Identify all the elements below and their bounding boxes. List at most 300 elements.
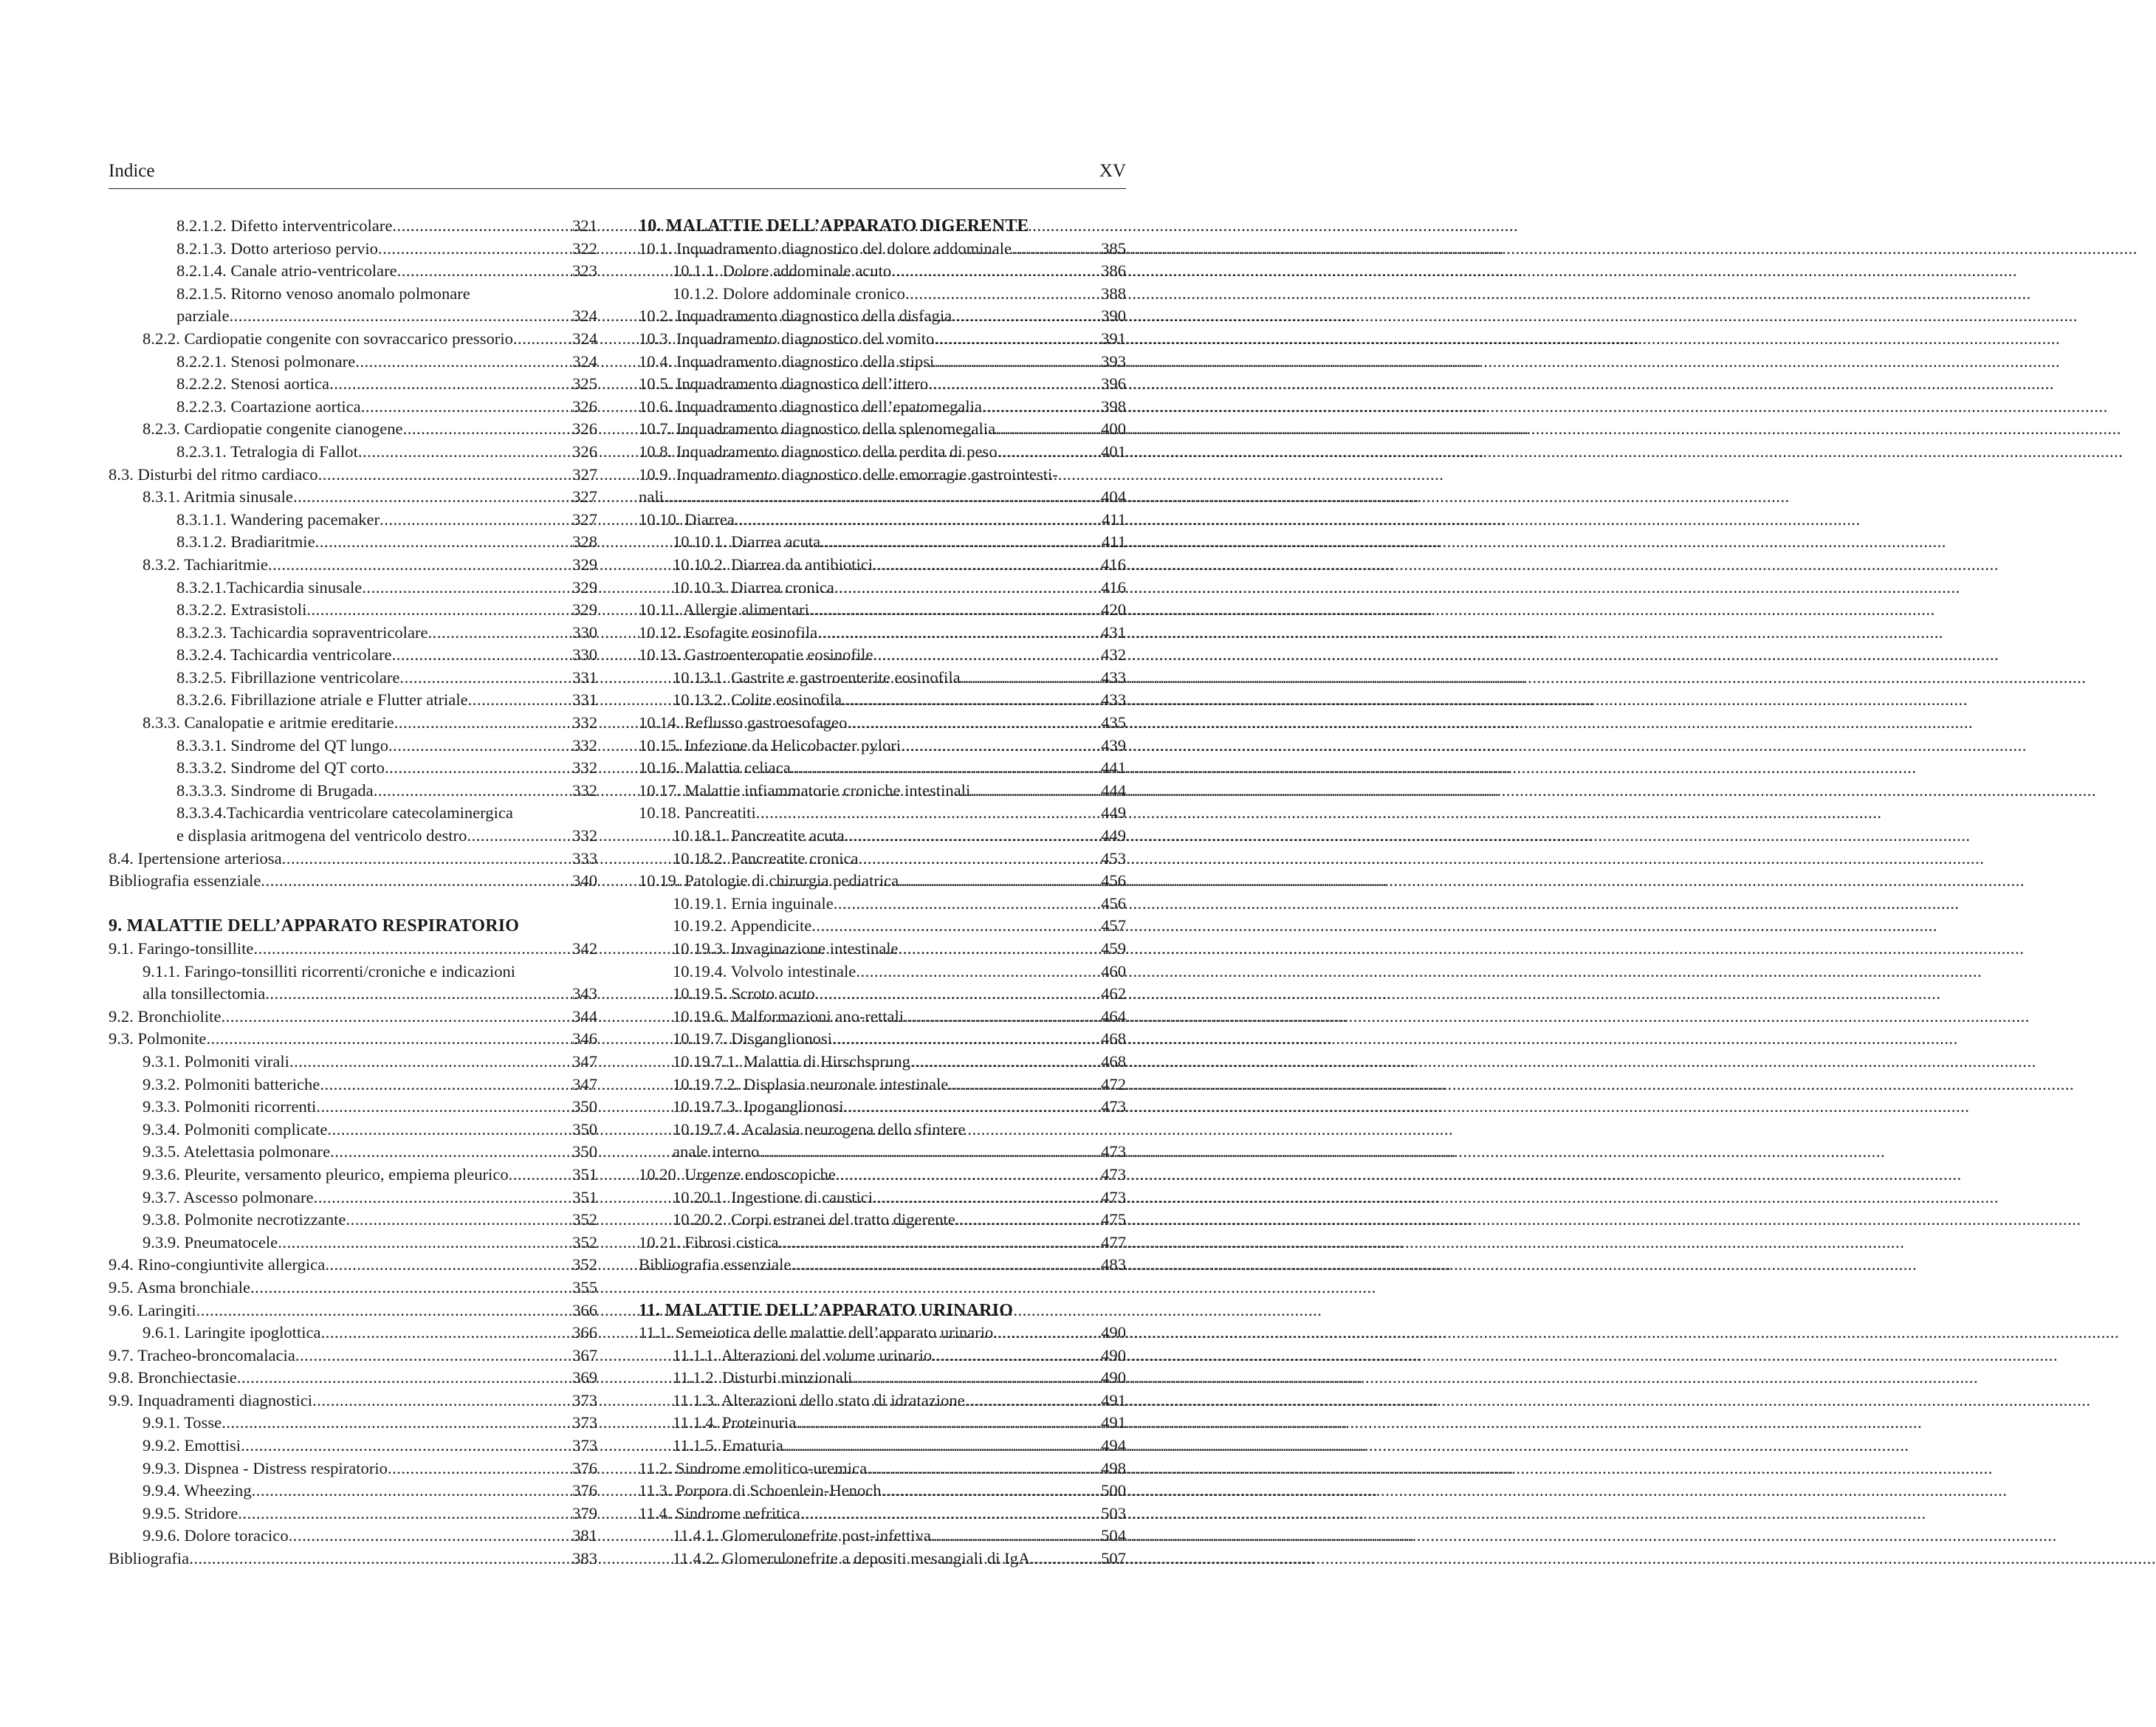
toc-entry-page-number: 456	[1101, 893, 1126, 913]
dot-leader	[282, 848, 572, 871]
toc-entry-page-number: 416	[1101, 555, 1126, 574]
toc-entry-page-number: 490	[1101, 1345, 1126, 1364]
toc-entry-page-number: 327	[572, 509, 597, 529]
toc-entry[interactable]	[639, 1074, 1126, 1096]
toc-entry-title: 8.3.1.2. Bradiaritmie	[176, 532, 315, 552]
toc-entry[interactable]	[639, 1503, 1126, 1525]
toc-entry-title: 9.9.1. Tosse	[143, 1413, 222, 1432]
toc-entry[interactable]	[639, 1028, 1126, 1051]
dot-leader	[306, 599, 572, 622]
toc-entry-page-number: 330	[572, 622, 597, 642]
toc-entry-title: 10.5. Inquadramento diagnostico dell’ittero	[639, 374, 929, 394]
dot-leader	[817, 622, 1101, 645]
toc-entry-page-number: 420	[1101, 600, 1126, 619]
toc-entry-title: 10.1. Inquadramento diagnostico del dolore addominale	[639, 238, 1012, 258]
toc-entry-line	[109, 283, 597, 306]
toc-entry-title: 10.6. Inquadramento diagnostico dell’epatomegalia	[639, 396, 982, 416]
toc-entry-page-number: 373	[572, 1436, 597, 1455]
dot-leader	[293, 486, 572, 509]
toc-entry[interactable]	[109, 712, 597, 735]
toc-entry-title: 8.3.2.4. Tachicardia ventricolare	[176, 645, 392, 665]
dot-leader	[904, 1006, 1101, 1029]
toc-entry[interactable]	[639, 599, 1126, 622]
toc-entry[interactable]	[109, 1322, 597, 1345]
dot-leader	[735, 509, 1102, 532]
toc-entry[interactable]	[109, 1548, 597, 1570]
toc-entry[interactable]	[639, 893, 1126, 916]
toc-entry[interactable]	[639, 1480, 1126, 1503]
toc-entry-page-number: 456	[1101, 871, 1126, 890]
toc-entry[interactable]	[109, 396, 597, 419]
toc-entry[interactable]	[109, 554, 597, 577]
toc-entry-title: 11.1. Semeiotica delle malattie dell’apparato urinario	[639, 1323, 994, 1342]
toc-entry[interactable]	[639, 825, 1126, 848]
toc-entry-title: 9.3.4. Polmoniti complicate	[143, 1119, 328, 1139]
dot-leader	[374, 780, 572, 803]
toc-entry[interactable]	[639, 1209, 1126, 1232]
toc-entry[interactable]	[109, 1209, 597, 1232]
toc-entry-title: 10.19.7.4. Acalasia neurogena dello sfintere	[673, 1119, 966, 1139]
toc-entry[interactable]	[109, 1096, 597, 1119]
toc-entry-page-number: 504	[1101, 1526, 1126, 1545]
toc-entry-title: 9.4. Rino-congiuntivite allergica	[109, 1255, 326, 1274]
toc-entry-page-number: 383	[572, 1549, 597, 1568]
dot-leader	[910, 1051, 1101, 1074]
toc-entry[interactable]	[109, 1435, 597, 1458]
toc-entry[interactable]	[109, 1006, 597, 1029]
dot-leader	[385, 757, 572, 780]
toc-entry[interactable]	[109, 215, 597, 238]
toc-entry-title: 10.19.3. Invaginazione intestinale	[673, 939, 899, 958]
toc-entry-page-number: 381	[572, 1526, 597, 1545]
toc-entry[interactable]	[109, 825, 597, 848]
header-section-title: Indice	[109, 161, 155, 181]
toc-entry[interactable]	[639, 1458, 1126, 1480]
section-spacer	[639, 1277, 1126, 1299]
toc-entry-title: 11.4. Sindrome nefritica	[639, 1503, 800, 1522]
toc-entry[interactable]	[639, 644, 1126, 667]
dot-leader	[856, 961, 1101, 983]
toc-entry-title: 9.1. Faringo-tonsillite	[109, 939, 254, 958]
toc-entry-title: 11.1.1. Alterazioni del volume urinario	[673, 1345, 933, 1364]
toc-entry-page-number: .324	[568, 329, 597, 348]
toc-entry[interactable]	[109, 735, 597, 758]
toc-entry-title: 8.3.3. Canalopatie e aritmie ereditarie	[143, 713, 394, 732]
toc-entry-page-number: 366	[572, 1323, 597, 1342]
toc-entry-page-number: 332	[572, 713, 597, 732]
toc-entry-title: 10.15. Infezione da Helicobacter pylori	[639, 735, 902, 755]
toc-entry-title: 10.8. Inquadramento diagnostico della perdita di peso	[639, 442, 998, 461]
toc-entry-title: 10.1.1. Dolore addominale acuto	[673, 261, 892, 281]
toc-entry[interactable]	[639, 757, 1126, 780]
toc-entry-title: 9.9.6. Dolore toracico	[143, 1526, 289, 1545]
toc-entry-page-number: 369	[572, 1368, 597, 1387]
toc-entry[interactable]	[639, 735, 1126, 758]
toc-entry-title: 9.7. Tracheo-broncomalacia	[109, 1345, 295, 1364]
toc-entry[interactable]	[109, 1345, 597, 1367]
toc-entry-title: 10.12. Esofagite eosinofila	[639, 622, 818, 642]
toc-entry[interactable]	[639, 1390, 1126, 1412]
toc-entry[interactable]	[639, 1525, 1126, 1548]
toc-entry-page-number: 331	[572, 667, 597, 687]
toc-entry-title: 9.3.8. Polmonite necrotizzante	[143, 1210, 346, 1229]
toc-entry-page-number: 332	[572, 780, 597, 800]
toc-entry-page-number: 329	[572, 577, 597, 597]
toc-entry-page-number: 347	[572, 1051, 597, 1071]
toc-entry-page-number: 352	[572, 1210, 597, 1229]
toc-entry-page-number: 351	[572, 1187, 597, 1206]
dot-leader	[355, 351, 572, 374]
dot-leader	[998, 441, 1101, 464]
dot-leader	[268, 554, 572, 577]
toc-entry-page-number: 367	[572, 1345, 597, 1364]
dot-leader	[289, 1051, 572, 1074]
toc-entry[interactable]	[639, 418, 1126, 441]
toc-entry-page-number: 332	[572, 826, 597, 845]
toc-entry[interactable]	[109, 1119, 597, 1141]
toc-entry-page-number: 491	[1101, 1390, 1126, 1410]
toc-entry-title: 9.9.5. Stridore	[143, 1503, 238, 1522]
dot-leader	[779, 1232, 1102, 1254]
toc-entry-title: 10.21. Fibrosi cistica	[639, 1232, 779, 1252]
toc-entry[interactable]	[109, 577, 597, 600]
toc-entry[interactable]	[109, 238, 597, 261]
dot-leader	[314, 1187, 573, 1209]
toc-entry[interactable]	[109, 1480, 597, 1503]
toc-entry[interactable]	[639, 622, 1126, 645]
toc-entry[interactable]	[639, 961, 1126, 983]
dot-leader	[392, 644, 573, 667]
toc-entry-title: 10.19.2. Appendicite	[673, 916, 812, 935]
toc-entry[interactable]	[109, 328, 597, 351]
toc-entry-title: Bibliografia essenziale	[639, 1255, 792, 1274]
toc-entry-page-number: 393	[1101, 351, 1126, 371]
toc-entry[interactable]	[639, 1096, 1126, 1119]
toc-entry-page-number: 373	[572, 1390, 597, 1410]
toc-entry[interactable]	[639, 351, 1126, 374]
dot-leader	[845, 825, 1101, 848]
toc-entry-title: 10.19.4. Volvolo intestinale	[673, 961, 856, 981]
dot-leader	[265, 983, 572, 1006]
toc-entry[interactable]	[639, 238, 1126, 261]
toc-entry-page-number: 468	[1101, 1029, 1126, 1048]
toc-entry-page-number: 453	[1101, 848, 1126, 868]
toc-entry[interactable]	[109, 848, 597, 871]
toc-entry[interactable]	[639, 802, 1126, 825]
dot-leader	[783, 1435, 1101, 1458]
toc-entry[interactable]	[639, 509, 1126, 532]
dot-leader	[873, 1187, 1101, 1209]
toc-entry-line	[109, 802, 597, 825]
toc-entry[interactable]	[109, 1141, 597, 1164]
toc-entry[interactable]	[109, 1412, 597, 1435]
toc-entry[interactable]	[639, 667, 1126, 690]
dot-leader	[800, 1503, 1101, 1525]
toc-entry-title: 10.19. Patologie di chirurgia pediatrica	[639, 871, 899, 890]
toc-entry[interactable]	[639, 283, 1126, 306]
toc-entry-title: 11.2. Sindrome emolitico-uremica	[639, 1458, 868, 1477]
dot-leader	[844, 1096, 1102, 1119]
dot-leader	[820, 531, 1102, 554]
toc-entry[interactable]	[109, 780, 597, 803]
toc-entry-title: 10.4. Inquadramento diagnostico della stipsi	[639, 351, 935, 371]
toc-entry-page-number: 352	[572, 1232, 597, 1252]
toc-entry-title: 9.3.3. Polmoniti ricorrenti	[143, 1097, 317, 1116]
toc-entry[interactable]	[639, 1006, 1126, 1029]
toc-entry-page-number: 330	[572, 645, 597, 665]
toc-entry-title: 8.3.2. Tachiaritmie	[143, 555, 268, 574]
toc-entry-page-number: 325	[572, 374, 597, 394]
toc-entry-page-number: 494	[1101, 1436, 1126, 1455]
toc-entry[interactable]	[639, 1051, 1126, 1074]
toc-entry[interactable]	[639, 554, 1126, 577]
dot-leader	[905, 283, 1101, 306]
toc-entry-page-number: 321	[572, 216, 597, 235]
toc-entry-page-number: 401	[1101, 442, 1126, 461]
toc-entry-page-number: 490	[1101, 1368, 1126, 1387]
toc-entry[interactable]	[639, 1164, 1126, 1187]
toc-entry[interactable]	[639, 915, 1126, 938]
toc-entry-title: 10.10. Diarrea	[639, 509, 735, 529]
toc-entry[interactable]	[639, 1187, 1126, 1209]
toc-entry-page-number: 459	[1101, 939, 1126, 958]
toc-entry[interactable]	[109, 1277, 597, 1299]
dot-leader	[993, 1322, 1101, 1345]
toc-entry-title: 9.9.4. Wheezing	[143, 1481, 252, 1500]
dot-leader	[955, 1209, 1101, 1232]
dot-leader	[995, 418, 1101, 441]
toc-entry[interactable]	[639, 1412, 1126, 1435]
toc-entry[interactable]	[109, 599, 597, 622]
dot-leader	[222, 1006, 573, 1029]
toc-entry-page-number: 331	[572, 690, 597, 710]
toc-entry-title: 8.3.2.6. Fibrillazione atriale e Flutter atriale	[176, 690, 468, 710]
dot-leader	[873, 554, 1101, 577]
toc-entry[interactable]	[109, 1028, 597, 1051]
toc-entry-title: anale interno	[673, 1142, 760, 1161]
toc-entry[interactable]	[109, 509, 597, 532]
dot-leader	[664, 486, 1101, 509]
toc-entry[interactable]	[109, 1232, 597, 1254]
toc-entry-page-number: 326	[572, 396, 597, 416]
toc-entry-page-number: 503	[1101, 1503, 1126, 1522]
toc-entry-title: 10.18.2. Pancreatite cronica	[673, 848, 859, 868]
dot-leader	[948, 1074, 1101, 1096]
toc-entry[interactable]	[109, 1254, 597, 1277]
toc-entry[interactable]	[639, 396, 1126, 419]
dot-leader	[836, 1164, 1101, 1187]
toc-entry-page-number: 473	[1101, 1164, 1126, 1184]
toc-entry[interactable]	[109, 1458, 597, 1480]
toc-entry[interactable]	[639, 260, 1126, 283]
toc-entry[interactable]	[109, 757, 597, 780]
toc-entry[interactable]	[109, 983, 597, 1006]
toc-entry-page-number: 464	[1101, 1006, 1126, 1026]
dot-leader	[358, 441, 572, 464]
toc-entry[interactable]	[639, 1232, 1126, 1254]
toc-entry[interactable]	[109, 938, 597, 961]
dot-leader	[289, 1525, 572, 1548]
toc-entry-page-number: 390	[1101, 306, 1126, 326]
toc-entry[interactable]	[109, 1164, 597, 1187]
toc-entry[interactable]	[109, 667, 597, 690]
toc-entry-page-number: 444	[1101, 780, 1126, 800]
toc-entry[interactable]	[639, 848, 1126, 871]
toc-entry[interactable]	[639, 1345, 1126, 1367]
toc-entry[interactable]	[109, 1187, 597, 1209]
toc-entry-page-number: 376	[572, 1458, 597, 1477]
toc-entry[interactable]	[109, 1299, 597, 1322]
toc-entry[interactable]	[639, 328, 1126, 351]
dot-leader	[320, 1074, 572, 1096]
running-header	[109, 158, 1126, 189]
dot-leader	[509, 1164, 572, 1187]
toc-entry-title: 11.1.2. Disturbi minzionali	[673, 1368, 853, 1387]
toc-entry[interactable]	[109, 260, 597, 283]
dot-leader	[428, 622, 573, 645]
dot-leader	[241, 1435, 572, 1458]
toc-entry-title: 10.1.2. Dolore addominale cronico	[673, 284, 905, 303]
toc-entry-page-number: 483	[1101, 1255, 1126, 1274]
dot-leader	[388, 735, 572, 758]
dot-leader	[321, 1322, 573, 1345]
dot-leader	[378, 238, 572, 261]
toc-entry-title: 9.3.6. Pleurite, versamento pleurico, empiema pleurico	[143, 1164, 509, 1184]
toc-entry-title: 10.19.6. Malformazioni ano-rettali	[673, 1006, 904, 1026]
toc-entry[interactable]	[109, 305, 597, 328]
toc-entry-title: 8.2.1.3. Dotto arterioso pervio	[176, 238, 378, 258]
toc-entry-page-number: 475	[1101, 1210, 1126, 1229]
toc-entry[interactable]	[109, 1051, 597, 1074]
toc-entry[interactable]	[639, 689, 1126, 712]
toc-entry[interactable]	[639, 938, 1126, 961]
toc-entry[interactable]	[639, 441, 1126, 464]
dot-leader	[901, 735, 1101, 758]
toc-entry-page-number: 388	[1101, 284, 1126, 303]
toc-entry-page-number: 391	[1101, 329, 1126, 348]
toc-entry-title: 9.9.3. Dispnea - Distress respiratorio	[143, 1458, 388, 1477]
toc-entry[interactable]	[639, 983, 1126, 1006]
dot-leader	[796, 1412, 1101, 1435]
toc-entry-page-number: 386	[1101, 261, 1126, 281]
dot-leader	[388, 1458, 572, 1480]
dot-leader	[931, 1525, 1101, 1548]
toc-entry-title: 8.3.3.4.Tachicardia ventricolare catecolaminergica	[176, 803, 513, 823]
dot-leader	[380, 509, 572, 532]
toc-entry-page-number: 435	[1101, 713, 1126, 732]
toc-entry-title: 9.9. Inquadramenti diagnostici	[109, 1390, 313, 1410]
toc-entry[interactable]	[639, 1322, 1126, 1345]
toc-entry[interactable]	[109, 531, 597, 554]
toc-entry[interactable]	[639, 1548, 1126, 1570]
toc-entry-page-number: 431	[1101, 622, 1126, 642]
dot-leader	[970, 780, 1101, 803]
toc-entry[interactable]	[109, 870, 597, 893]
toc-entry-title: 8.3.2.5. Fibrillazione ventricolare	[176, 667, 400, 687]
toc-entry[interactable]	[639, 577, 1126, 600]
dot-leader	[834, 893, 1101, 916]
dot-leader	[312, 1390, 572, 1412]
toc-entry[interactable]	[109, 1390, 597, 1412]
toc-entry-title: 8.3. Disturbi del ritmo cardiaco	[109, 464, 318, 484]
toc-entry-page-number: 322	[572, 238, 597, 258]
dot-leader	[791, 757, 1101, 780]
dot-leader	[1030, 1548, 1096, 1570]
toc-entry-title: 10.10.1. Diarrea acuta	[673, 532, 821, 552]
toc-entry[interactable]	[109, 373, 597, 396]
toc-entry-page-number: 400	[1101, 419, 1126, 439]
dot-leader	[791, 1254, 1101, 1277]
toc-entry[interactable]	[639, 1435, 1126, 1458]
toc-entry[interactable]	[109, 1074, 597, 1096]
toc-entry[interactable]	[639, 712, 1126, 735]
toc-entry-title: 9.3.2. Polmoniti batteriche	[143, 1074, 320, 1093]
toc-entry[interactable]	[639, 780, 1126, 803]
toc-entry[interactable]	[109, 486, 597, 509]
section-spacer	[109, 893, 597, 916]
toc-entry[interactable]	[109, 1503, 597, 1525]
toc-entry[interactable]	[639, 373, 1126, 396]
toc-entry[interactable]	[639, 1141, 1126, 1164]
toc-entry-page-number: 500	[1101, 1481, 1126, 1500]
toc-entry-page-number: 324	[572, 306, 597, 326]
toc-entry[interactable]	[639, 486, 1126, 509]
toc-entry-page-number: 473	[1101, 1187, 1126, 1206]
chapter-heading: 11. MALATTIE DELL’APPARATO URINARIO	[639, 1300, 1014, 1320]
dot-leader	[809, 599, 1101, 622]
toc-entry-page-number: .507	[1096, 1549, 1126, 1568]
toc-entry[interactable]	[639, 305, 1126, 328]
toc-entry-title: 10.10.2. Diarrea da antibiotici	[673, 555, 873, 574]
toc-entry-page-number: 411	[1101, 532, 1126, 552]
dot-leader	[834, 577, 1101, 600]
toc-entry-page-number: 346	[572, 1029, 597, 1048]
dot-leader	[325, 1254, 572, 1277]
toc-entry-page-number: 411	[1101, 509, 1126, 529]
toc-entry[interactable]	[109, 351, 597, 374]
dot-leader	[252, 1480, 572, 1503]
dot-leader	[982, 396, 1101, 419]
toc-entry-page-number: 328	[572, 532, 597, 552]
toc-entry-line	[639, 1119, 1126, 1141]
toc-entry[interactable]	[109, 644, 597, 667]
toc-entry-page-number: 351	[572, 1164, 597, 1184]
toc-entry[interactable]	[639, 1254, 1126, 1277]
toc-entry-title: 8.3.1.1. Wandering pacemaker	[176, 509, 380, 529]
toc-entry[interactable]	[109, 418, 597, 441]
toc-entry-page-number: 416	[1101, 577, 1126, 597]
toc-entry[interactable]	[109, 464, 597, 487]
toc-entry-page-number: 342	[572, 939, 597, 958]
toc-entry[interactable]	[109, 689, 597, 712]
toc-entry[interactable]	[639, 1367, 1126, 1390]
toc-entry-title: 11.3. Porpora di Schoenlein-Henoch	[639, 1481, 882, 1500]
toc-entry-page-number: 441	[1101, 758, 1126, 777]
toc-entry[interactable]	[109, 1367, 597, 1390]
toc-entry[interactable]	[639, 870, 1126, 893]
toc-entry[interactable]	[109, 1525, 597, 1548]
dot-leader	[196, 1299, 573, 1322]
dot-leader	[278, 1232, 572, 1254]
dot-leader	[756, 802, 1101, 825]
toc-entry-page-number: 473	[1101, 1097, 1126, 1116]
toc-entry[interactable]	[639, 531, 1126, 554]
toc-entry-title: 8.3.1. Aritmia sinusale	[143, 487, 293, 507]
toc-entry[interactable]	[109, 622, 597, 645]
dot-leader	[867, 1458, 1101, 1480]
toc-entry[interactable]	[109, 441, 597, 464]
toc-entry-page-number: 432	[1101, 645, 1126, 665]
